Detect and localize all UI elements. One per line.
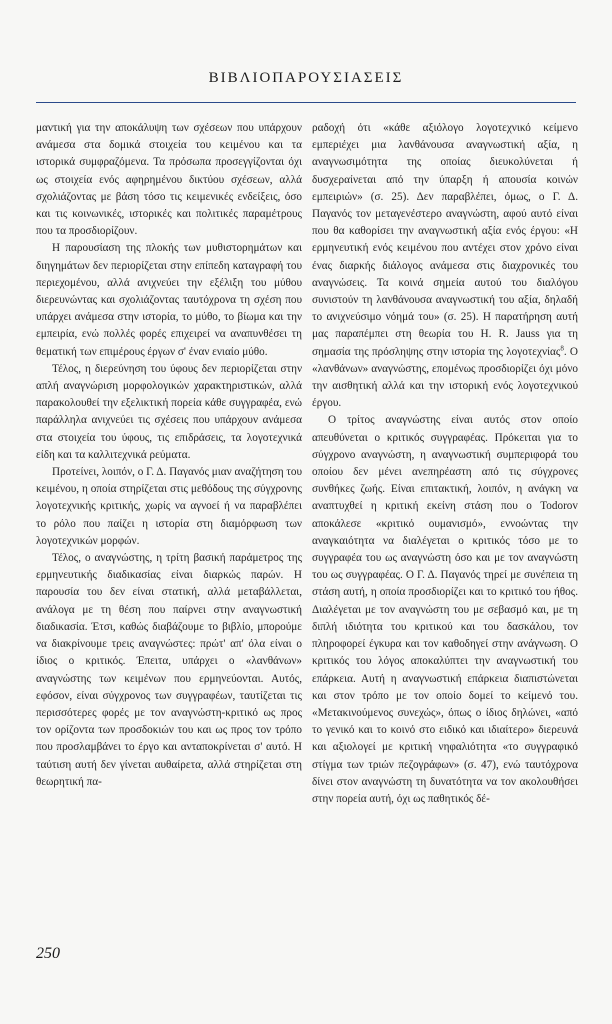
footnote-ref: 8: [560, 343, 564, 352]
paragraph: Η παρουσίαση της πλοκής των μυθιστορημάτων και διηγημάτων δεν περιορίζεται στην επίπεδη καταγραφή του περιεχομένου, αλλά ανιχνεύει την εξέλιξη του μύθου διερευνώντας και σχολιάζοντας ταυτόχρονα τη σχέση που υπάρχει ανάμεσα στην ιστορία, το μύθο, το βίωμα και την εμπειρία, ενώ πολλές φορές επιχειρεί να αναπυνθέσει τη θεματική των επιμέρους έργων σ' έναν ενιαίο μύθο.: [36, 242, 302, 358]
paragraph: Ο τρίτος αναγνώστης είναι αυτός στον οποίο απευθύνεται ο κριτικός συγγραφέας. Πρόκειται για το σύγχρονο αναγνώστη, η αναγνωστική συμπεριφορά του οποίου δεν μένει ανεπηρέαστη από τις σύγχρονες συνθήκες ζωής. Είναι επιτακτική, λοιπόν, η ανάγκη να αναπτυχθεί η κριτική εκείνη στάση που ο Todorov αποκάλεσε «κριτικό ουμανισμό», εννοώντας την αναγκαιότητα να διαλέγεται ο κριτικός τόσο με το συγγραφέα του ως αναγνώστη όσο και με τον αναγνώστη του ως συγγραφέας. Ο Γ. Δ. Παγανός τηρεί με συνέπεια τη στάση αυτή, η οποία προσδιορίζει και το κριτικό του ήθος. Διαλέγεται με τον αναγνώστη του με σεβασμό και, με τη διπλή ιδιότητα του κριτικού και του δασκάλου, τον πληροφορεί έγκυρα και τον καθοδηγεί στην ανάγνωση. Ο κριτικός του λόγος αποκαλύπτει την αναγνωστική του επάρκεια. Αυτή η αναγνωστική επάρκεια διαπιστώνεται και στον τρόπο με τον οποίο δομεί το κείμενό του. «Μετακινούμενος συνεχώς», όπως ο ίδιος δηλώνει, «από το γενικό και το κοινό στο ειδικό και ιδιαίτερο» διερευνά και αξιολογεί με κριτική νηφαλιότητα «το συγγραφικό στίγμα των τριών πεζογράφων» (σ. 47), ενώ ταυτόχρονα δίνει στον αναγνώστη τη δυνατότητα να τον ακολουθήσει στην πορεία αυτή, όχι ως παθητικός δέ-: [312, 414, 578, 805]
paragraph: Τέλος, ο αναγνώστης, η τρίτη βασική παράμετρος της ερμηνευτικής διαδικασίας είναι διαρκώς παρών. Η παρουσία του δεν είναι στατική, αλλά μεταβάλλεται, ανάλογα με τη θέση που παίρνει στην αναγνωστική διαδικασία. Έτσι, καθώς διαβάζουμε το βιβλίο, μπορούμε να διακρίνουμε τρεις αναγνώστες: πρώτ' απ' όλα είναι ο ίδιος ο κριτικός. Έπειτα, υπάρχει ο «λανθάνων» αναγνώστης των κειμένων που ερμηνεύονται. Αυτός, εφόσον, είναι σύγχρονος των συγγραφέων, ταυτίζεται τις περισσότερες φορές με τον αναγνώστη-κριτικό ως προς τον ορίζοντα των προσδοκιών του και ως προς τον τρόπο που προσλαμβάνει το έργο και ανταποκρίνεται σ' αυτό. Η ταύτιση αυτή δεν γίνεται αυθαίρετα, αλλά στηρίζεται στη θεωρητική πα-: [36, 552, 302, 788]
paragraph-text: ραδοχή ότι «κάθε αξιόλογο λογοτεχνικό κείμενο εμπεριέχει μια λανθάνουσα αναγνωστική αξία, η αναγνωσιμότητα της οποίας διευκολύνεται ή δυσχεραίνεται από την ύπαρξη ή απουσία κοινών εμπειριών» (σ. 25). Δεν παραβλέπει, όμως, ο Γ. Δ. Παγανός τον μεταγενέστερο αναγνώστη, αφού αυτό είναι που θα καθορίσει την αναγνωστική αξία ενός έργου: «Η ερμηνευτική ενός κειμένου που αντέχει στον χρόνο είναι ένας διαρκής διάλογος ανάμεσα στις διαχρονικές του αναγνώσεις. Τα κοινά σημεία αυτού του διαλόγου συνιστούν τη λανθάνουσα αναγνωστική του αξία, δηλαδή το ανιχνεύσιμο νόημά του» (σ. 25). Η παρατήρηση αυτή μας παραπέμπει στη θεωρία του H. R. Jauss για τη σημασία της πρόσληψης στην ιστορία της λογοτεχνίας: [312, 122, 578, 358]
paragraph: [312, 120, 578, 412]
paragraph: Προτείνει, λοιπόν, ο Γ. Δ. Παγανός μιαν αναζήτηση του κειμένου, η οποία στηρίζεται στις μεθόδους της σύγχρονης λογοτεχνικής κριτικής, χωρίς να αγνοεί ή να παραβλέπει το ρόλο που παίζει η ιστορία στη διαμόρφωση των λογοτεχνικών μορφών.: [36, 466, 302, 547]
running-header: ΒΙΒΛΙΟΠΑΡΟΥΣΙΑΣΕΙΣ: [208, 70, 404, 86]
right-column: [312, 120, 578, 808]
header-rule: [36, 102, 576, 103]
left-column: [36, 120, 302, 791]
paragraph: Τέλος, η διερεύνηση του ύφους δεν περιορίζεται στην απλή αναγνώριση μορφολογικών χαρακτηριστικών, αλλά παρακολουθεί την εξελικτική πορεία κάθε συγγραφέα, ενώ παράλληλα ανιχνεύει τις σχέσεις που υπάρχουν ανάμεσα στα στοιχεία του ύφους, τις επιδράσεις, τα λογοτεχνικά είδη και τα καλλιτεχνικά ρεύματα.: [36, 362, 302, 461]
paragraph: μαντική για την αποκάλυψη των σχέσεων που υπάρχουν ανάμεσα στα δομικά στοιχεία του κειμένου και τα ιστορικά συμφραζόμενα. Τα πρόσωπα προσεγγίζονται όχι ως στοιχεία ενός αφηρημένου δικτύου σχέσεων, αλλά σχολιάζοντας με βάση τόσο τις κειμενικές ενδείξεις, όσο και τις κοινωνικές, ιστορικές και πολιτικές παραμέτρους που τα προσδιορίζουν.: [36, 122, 302, 238]
paragraph-text: . Ο «λανθάνων» αναγνώστης, επομένως προσδιορίζει όχι μόνο την αισθητική αλλά και την ιστορική ενός λογοτεχνικού έργου.: [312, 345, 578, 410]
page-number: 250: [36, 945, 60, 962]
